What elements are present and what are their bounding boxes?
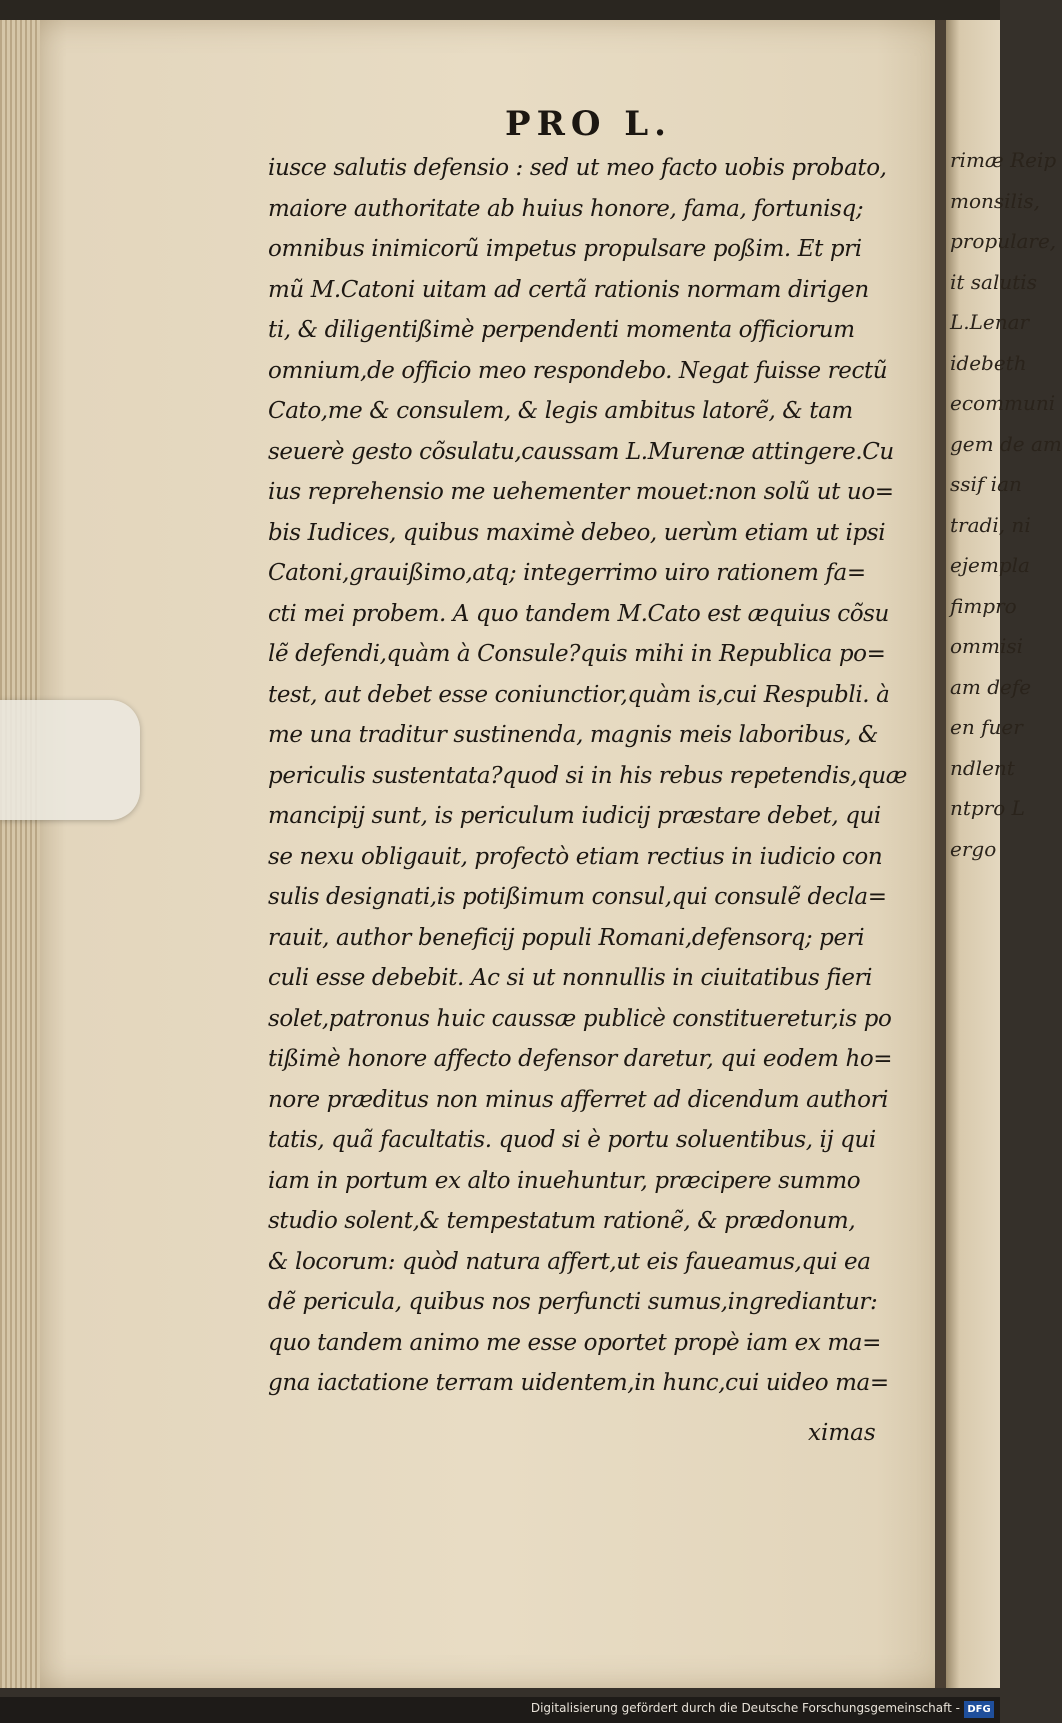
text-line: mancipij sunt, is periculum iudicij præstare debet, qui bbox=[268, 803, 881, 829]
scan-background-top bbox=[0, 0, 1000, 22]
body-text bbox=[268, 148, 908, 1404]
facing-page-line: rimæ Reip bbox=[950, 148, 1057, 172]
facing-page-line: monsilis, bbox=[950, 188, 1040, 213]
facing-page-line: ndlent bbox=[950, 755, 1015, 780]
text-line: maiore authoritate ab huius honore, fama, fortunisq; bbox=[268, 195, 864, 222]
facing-page-line: tradi, ni bbox=[950, 512, 1031, 537]
text-line: bis Iudices, quibus maximè debeo, uerùm etiam ut ipsi bbox=[268, 519, 886, 546]
facing-page-line: fimpro bbox=[950, 593, 1017, 618]
text-line: tatis, quã facultatis. quod si è portu soluentibus, ij qui bbox=[268, 1127, 876, 1153]
text-line: studio solent,& tempestatum rationẽ, & prædonum, bbox=[268, 1208, 856, 1234]
text-line: test, aut debet esse coniunctior,quàm is,cui Respubli. à bbox=[268, 681, 890, 708]
facing-page-line: L.Lenar bbox=[950, 310, 1030, 334]
text-line: periculis sustentata?quod si in his rebus repetendis,quæ bbox=[268, 762, 907, 789]
facing-page-line: en fuer bbox=[950, 715, 1023, 739]
text-line: iusce salutis defensio : sed ut meo facto uobis probato, bbox=[268, 155, 887, 181]
facing-page-line: it salutis bbox=[950, 269, 1037, 294]
text-line: gna iactatione terram uidentem,in hunc,cui uideo ma= bbox=[268, 1370, 889, 1396]
text-line: Cato,me & consulem, & legis ambitus latorẽ, & tam bbox=[268, 398, 853, 424]
facing-page-line: ommisi bbox=[950, 634, 1024, 658]
facing-page-line: ntpro L bbox=[950, 796, 1025, 820]
text-line: quo tandem animo me esse oportet propè iam ex ma= bbox=[268, 1329, 881, 1356]
page-holder-clip bbox=[0, 700, 140, 820]
digitization-credit: Digitalisierung gefördert durch die Deutsche Forschungsgemeinschaft - bbox=[530, 1701, 960, 1715]
text-line: nore præditus non minus afferret ad dicendum authori bbox=[268, 1086, 889, 1113]
text-line: mũ M.Catoni uitam ad certã rationis normam dirigen bbox=[268, 276, 869, 303]
facing-page-line: ergo bbox=[950, 836, 997, 861]
text-line: solet,patronus huic caussæ publicè constitueretur,is po bbox=[268, 1005, 892, 1032]
text-line: ti, & diligentißimè perpendenti momenta officiorum bbox=[268, 317, 855, 343]
text-line: & locorum: quòd natura affert,ut eis faueamus,qui ea bbox=[268, 1248, 871, 1275]
text-line: dẽ pericula, quibus nos perfuncti sumus,ingrediantur: bbox=[268, 1289, 878, 1315]
text-line: ius reprehensio me uehementer mouet:non solũ ut uo= bbox=[268, 479, 894, 505]
facing-page-line: gem de am bbox=[950, 431, 1062, 456]
facing-page-line: idebeth bbox=[950, 350, 1027, 375]
facing-page-line: am defe bbox=[950, 674, 1032, 699]
text-line: iam in portum ex alto inuehuntur, præcipere summo bbox=[268, 1167, 861, 1194]
facing-page-line: ecommuni bbox=[950, 391, 1056, 415]
text-line: lẽ defendi,quàm à Consule?quis mihi in Republica po= bbox=[268, 641, 886, 667]
facing-page-line: ejempla bbox=[950, 553, 1030, 577]
running-head: PRO L. bbox=[505, 104, 673, 144]
text-line: omnium,de officio meo respondebo. Negat fuisse rectũ bbox=[268, 357, 888, 384]
text-line: tißimè honore affecto defensor daretur, qui eodem ho= bbox=[268, 1046, 893, 1072]
facing-page-text bbox=[950, 140, 1062, 869]
text-line: rauit, author beneficij populi Romani,defensorq; peri bbox=[268, 924, 865, 951]
text-line: seuerè gesto cõsulatu,caussam L.Murenæ attingere.Cu bbox=[268, 438, 894, 465]
text-line: me una traditur sustinenda, magnis meis laboribus, & bbox=[268, 722, 879, 748]
text-line: culi esse debebit. Ac si ut nonnullis in ciuitatibus fieri bbox=[268, 965, 873, 991]
text-line: sulis designati,is potißimum consul,qui consulẽ decla= bbox=[268, 884, 887, 910]
facing-page-line: propulare, bbox=[950, 229, 1057, 253]
facing-page-line: ssif ian bbox=[950, 472, 1022, 496]
text-line: cti mei probem. A quo tandem M.Cato est æquius cõsu bbox=[268, 600, 889, 627]
page-edges bbox=[0, 20, 40, 1688]
dfg-logo-icon: DFG bbox=[964, 1701, 994, 1718]
text-line: omnibus inimicorũ impetus propulsare poßim. Et pri bbox=[268, 236, 862, 262]
text-line: Catoni,grauißimo,atq; integerrimo uiro rationem fa= bbox=[268, 560, 866, 586]
text-line: se nexu obligauit, profectò etiam rectius in iudicio con bbox=[268, 843, 883, 870]
catchword: ximas bbox=[808, 1420, 876, 1446]
